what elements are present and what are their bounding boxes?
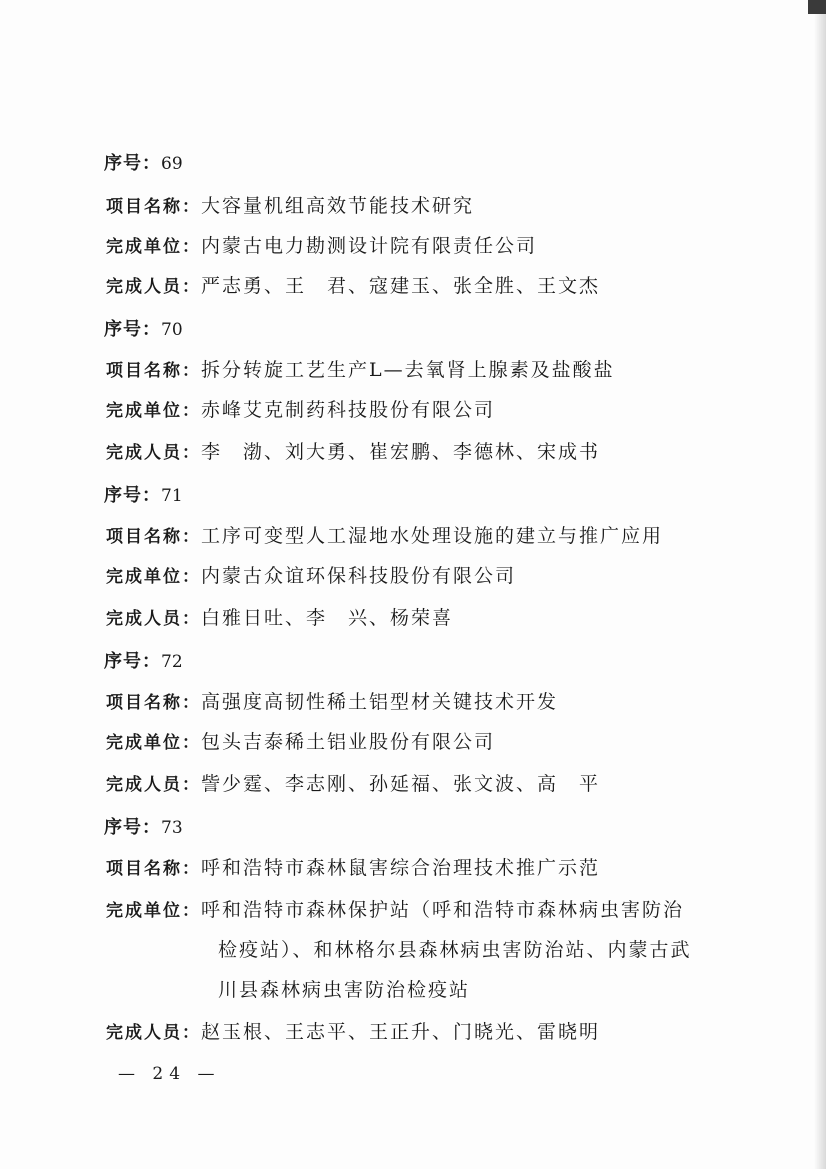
serial-label: 序号： <box>104 319 161 340</box>
project-name: 大容量机组高效节能技术研究 <box>201 195 475 217</box>
unit-line <box>106 234 537 259</box>
serial-number: 69 <box>161 154 183 174</box>
project-name: 呼和浩特市森林鼠害综合治理技术推广示范 <box>201 857 601 879</box>
unit-name: 内蒙古众谊环保科技股份有限公司 <box>201 565 517 587</box>
project-name: 工序可变型人工湿地水处理设施的建立与推广应用 <box>201 525 664 547</box>
unit-label: 完成单位： <box>106 733 201 753</box>
people-label: 完成人员： <box>106 775 201 795</box>
project-line <box>106 524 663 549</box>
page-number: — 24 — <box>118 1064 221 1084</box>
serial-line <box>104 318 183 342</box>
serial-line <box>104 152 183 176</box>
people-line <box>106 274 600 299</box>
unit-label: 完成单位： <box>106 567 201 587</box>
project-line <box>106 856 600 881</box>
unit-name: 赤峰艾克制药科技股份有限公司 <box>201 399 496 421</box>
project-line <box>106 358 615 383</box>
project-line <box>106 690 558 715</box>
people-names: 白雅日吐、李 兴、杨荣喜 <box>201 607 454 629</box>
unit-line <box>106 398 495 423</box>
unit-name-line-1: 呼和浩特市森林保护站（呼和浩特市森林病虫害防治 <box>201 899 685 921</box>
people-label: 完成人员： <box>106 277 201 297</box>
unit-name-line-3: 川县森林病虫害防治检疫站 <box>218 979 471 1001</box>
project-label: 项目名称： <box>106 527 201 547</box>
people-line <box>106 772 600 797</box>
people-line <box>106 606 453 631</box>
serial-label: 序号： <box>104 485 161 506</box>
scan-edge-shadow <box>814 0 826 1169</box>
project-name: 高强度高韧性稀土铝型材关键技术开发 <box>201 691 559 713</box>
people-line <box>106 440 600 465</box>
people-label: 完成人员： <box>106 443 201 463</box>
serial-number: 72 <box>161 652 183 672</box>
unit-name: 包头吉泰稀土铝业股份有限公司 <box>201 731 496 753</box>
serial-label: 序号： <box>104 651 161 672</box>
serial-label: 序号： <box>104 153 161 174</box>
people-line <box>106 1020 600 1045</box>
people-names: 訾少霆、李志刚、孙延福、张文波、高 平 <box>201 773 601 795</box>
serial-line <box>104 484 183 508</box>
project-name: 拆分转旋工艺生产L—去氧肾上腺素及盐酸盐 <box>201 359 615 381</box>
unit-name: 内蒙古电力勘测设计院有限责任公司 <box>201 235 538 257</box>
project-label: 项目名称： <box>106 693 201 713</box>
people-names: 李 渤、刘大勇、崔宏鹏、李德林、宋成书 <box>201 441 601 463</box>
project-label: 项目名称： <box>106 859 201 879</box>
project-label: 项目名称： <box>106 361 201 381</box>
project-line <box>106 194 474 219</box>
unit-label: 完成单位： <box>106 237 201 257</box>
project-label: 项目名称： <box>106 197 201 217</box>
unit-line <box>106 730 495 755</box>
people-label: 完成人员： <box>106 1023 201 1043</box>
serial-number: 73 <box>161 818 183 838</box>
people-label: 完成人员： <box>106 609 201 629</box>
scan-corner-mark <box>808 0 826 14</box>
people-names: 赵玉根、王志平、王正升、门晓光、雷晓明 <box>201 1021 601 1043</box>
serial-line <box>104 816 183 840</box>
unit-name-line-2: 检疫站）、和林格尔县森林病虫害防治站、内蒙古武 <box>218 939 692 961</box>
serial-number: 71 <box>161 486 183 506</box>
serial-label: 序号： <box>104 817 161 838</box>
serial-line <box>104 650 183 674</box>
unit-line <box>106 564 516 589</box>
unit-label: 完成单位： <box>106 901 201 921</box>
unit-line <box>106 898 684 923</box>
serial-number: 70 <box>161 320 183 340</box>
unit-label: 完成单位： <box>106 401 201 421</box>
people-names: 严志勇、王 君、寇建玉、张全胜、王文杰 <box>201 275 601 297</box>
